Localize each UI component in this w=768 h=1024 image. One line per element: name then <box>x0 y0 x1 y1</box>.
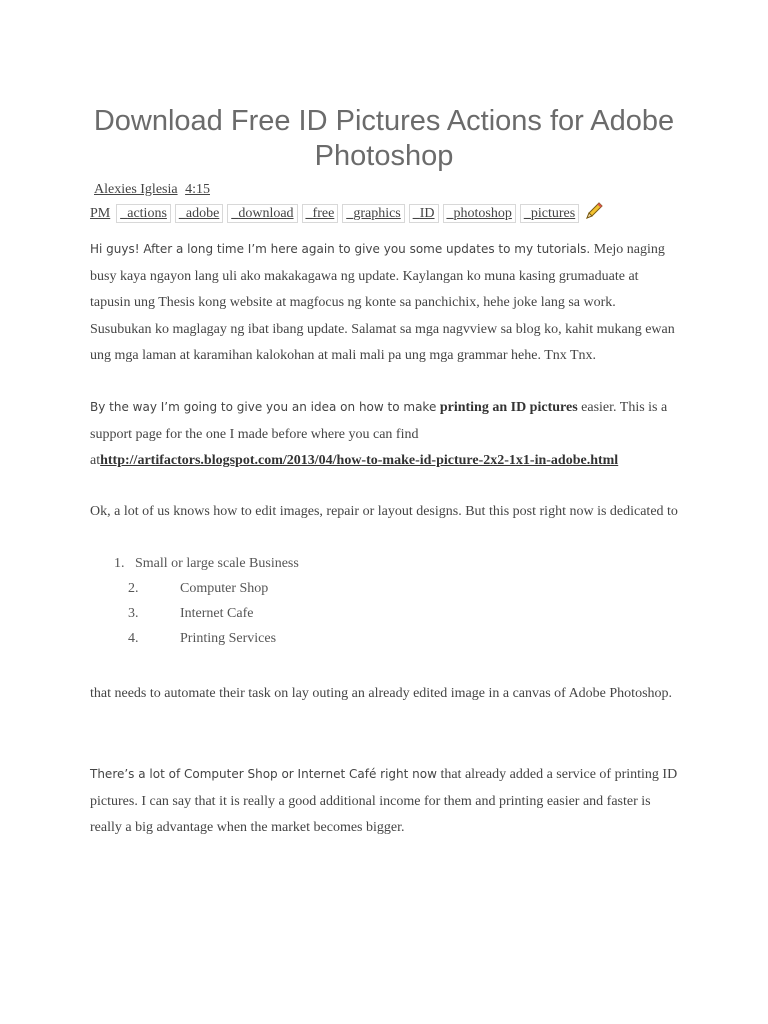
intro-greeting: Hi guys! After a long time I’m here again to give you some updates to my tutorials. <box>90 242 591 256</box>
paragraph-automate: that needs to automate their task on lay outing an already edited image in a canvas of Adobe Photoshop. <box>90 686 673 701</box>
paragraph-dedicated: Ok, a lot of us knows how to edit images, repair or layout designs. But this post right now is dedicated to <box>90 504 678 519</box>
tag-label: photoshop <box>453 206 512 221</box>
tag-label: actions <box>127 206 167 221</box>
tag-label: pictures <box>530 206 576 221</box>
tag-list <box>90 203 690 224</box>
support-lead: By the way I’m going to give you an idea on how to make <box>90 400 437 414</box>
paragraph-market <box>90 761 680 842</box>
tag-download[interactable]: _download <box>227 204 297 223</box>
list-number: 1. <box>114 556 125 571</box>
pencil-icon[interactable] <box>584 201 604 226</box>
page-title: Download Free ID Pictures Actions for Adobe Photoshop <box>93 105 675 172</box>
support-text: easier. This is a support page for the one I made before where you can find at <box>90 400 668 468</box>
tag-label: adobe <box>185 206 220 221</box>
tag-graphics[interactable]: _graphics <box>342 204 404 223</box>
list-text: Printing Services <box>180 631 277 646</box>
tag-label: free <box>312 206 335 221</box>
paragraph-support <box>90 394 680 475</box>
paragraph-intro <box>90 236 680 370</box>
time-link-pm[interactable]: PM <box>90 205 111 221</box>
time-link[interactable]: 4:15 <box>185 182 210 197</box>
list-number: 3. <box>128 606 139 621</box>
tag-actions[interactable]: _actions <box>116 204 171 223</box>
list-number: 4. <box>128 631 139 646</box>
tag-label: download <box>238 206 294 221</box>
list-number: 2. <box>128 581 139 596</box>
tag-label: graphics <box>353 206 401 221</box>
list-text: Internet Cafe <box>180 606 254 621</box>
tag-id[interactable]: _ID <box>409 204 439 223</box>
support-link[interactable]: http://artifactors.blogspot.com/2013/04/how-to-make-id-picture-2x2-1x1-in-adobe.html <box>100 453 619 468</box>
intro-text: Mejo naging busy kaya ngayon lang uli ako makakagawa ng update. Kaylangan ko muna kasing grumaduate at tapusin ung Thesis kong website at magfocus ng konte sa panchichix, hehe joke lang sa work. Susubukan ko maglagay ng ibat ibang update. Salamat sa mga nagvview sa blog ko, kahit mukang ewan ung mga laman at karamihan kalokohan at mali mali pa ung mga grammar hehe. Tnx Tnx. <box>90 242 675 363</box>
tag-adobe[interactable]: _adobe <box>175 204 223 223</box>
market-lead: There’s a lot of Computer Shop or Internet Café right now <box>90 767 437 781</box>
tag-label: ID <box>419 206 435 221</box>
list-text: Computer Shop <box>180 581 269 596</box>
tag-photoshop[interactable]: _photoshop <box>443 204 516 223</box>
list-text: Small or large scale Business <box>135 556 299 571</box>
support-emphasis: printing an ID pictures <box>439 400 578 415</box>
tag-pictures[interactable]: _pictures <box>520 204 579 223</box>
market-text: that already added a service of printing ID pictures. I can say that it is really a good additional income for them and printing easier and faster is really a big advantage when the market becomes bigger. <box>90 767 678 835</box>
post-meta <box>90 182 690 224</box>
author-link[interactable]: Alexies Iglesia <box>94 182 178 197</box>
tag-free[interactable]: _free <box>302 204 339 223</box>
